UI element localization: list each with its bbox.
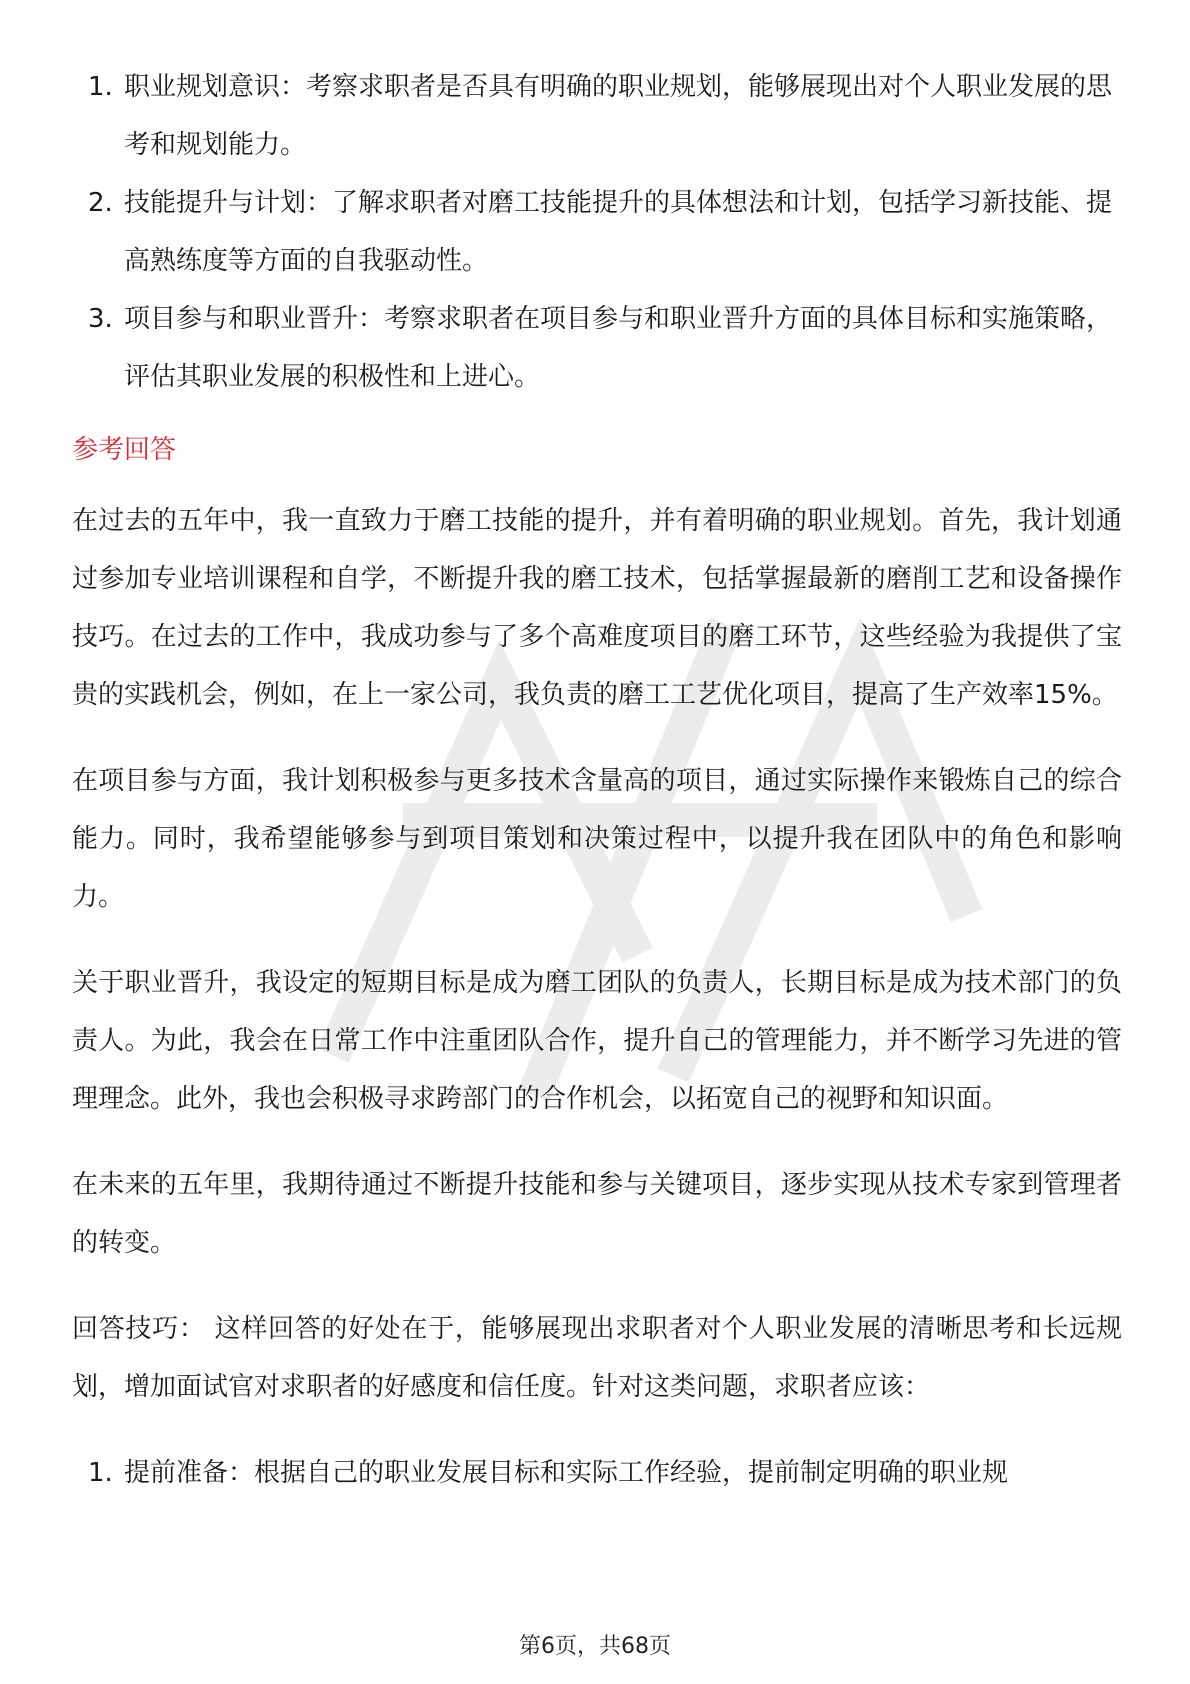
- list-item: [72, 1444, 1122, 1502]
- list-item-number: 1.: [88, 1458, 113, 1488]
- list-item-number: 2.: [88, 188, 113, 218]
- list-item-text: 职业规划意识：考察求职者是否具有明确的职业规划，能够展现出对个人职业发展的思考和规划能力。: [124, 72, 1113, 160]
- answer-paragraph: 在过去的五年中，我一直致力于磨工技能的提升，并有着明确的职业规划。首先，我计划通过参加专业培训课程和自学，不断提升我的磨工技术，包括掌握最新的磨削工艺和设备操作技巧。在过去的工作中，我成功参与了多个高难度项目的磨工环节，这些经验为我提供了宝贵的实践机会，例如，在上一家公司，我负责的磨工工艺优化项目，提高了生产效率15%。: [72, 506, 1122, 710]
- list-item-text: 提前准备：根据自己的职业发展目标和实际工作经验，提前制定明确的职业规: [124, 1458, 1009, 1488]
- content-area: [72, 58, 1122, 1502]
- tips-paragraph: 回答技巧： 这样回答的好处在于，能够展现出求职者对个人职业发展的清晰思考和长远规划，增加面试官对求职者的好感度和信任度。针对这类问题，求职者应该：: [72, 1314, 1122, 1402]
- list-item: [72, 290, 1122, 406]
- answer-paragraph: 在未来的五年里，我期待通过不断提升技能和参与关键项目，逐步实现从技术专家到管理者的转变。: [72, 1170, 1122, 1258]
- page-footer: 第6页，共68页: [519, 1634, 671, 1659]
- section-title: 参考回答: [72, 435, 177, 465]
- answer-paragraph: 关于职业晋升，我设定的短期目标是成为磨工团队的负责人，长期目标是成为技术部门的负责人。为此，我会在日常工作中注重团队合作，提升自己的管理能力，并不断学习先进的管理理念。此外，我也会积极寻求跨部门的合作机会，以拓宽自己的视野和知识面。: [72, 968, 1122, 1114]
- list-item-number: 3.: [88, 304, 113, 334]
- tips-list: [72, 1444, 1122, 1502]
- list-item-text: 技能提升与计划：了解求职者对磨工技能提升的具体想法和计划，包括学习新技能、提高熟练度等方面的自我驱动性。: [124, 188, 1113, 276]
- list-item-number: 1.: [88, 72, 113, 102]
- list-item-text: 项目参与和职业晋升：考察求职者在项目参与和职业晋升方面的具体目标和实施策略，评估其职业发展的积极性和上进心。: [124, 304, 1113, 392]
- list-item: [72, 174, 1122, 290]
- answer-paragraph: 在项目参与方面，我计划积极参与更多技术含量高的项目，通过实际操作来锻炼自己的综合能力。同时，我希望能够参与到项目策划和决策过程中，以提升我在团队中的角色和影响力。: [72, 766, 1122, 912]
- list-item: [72, 58, 1122, 174]
- criteria-list: [72, 58, 1122, 406]
